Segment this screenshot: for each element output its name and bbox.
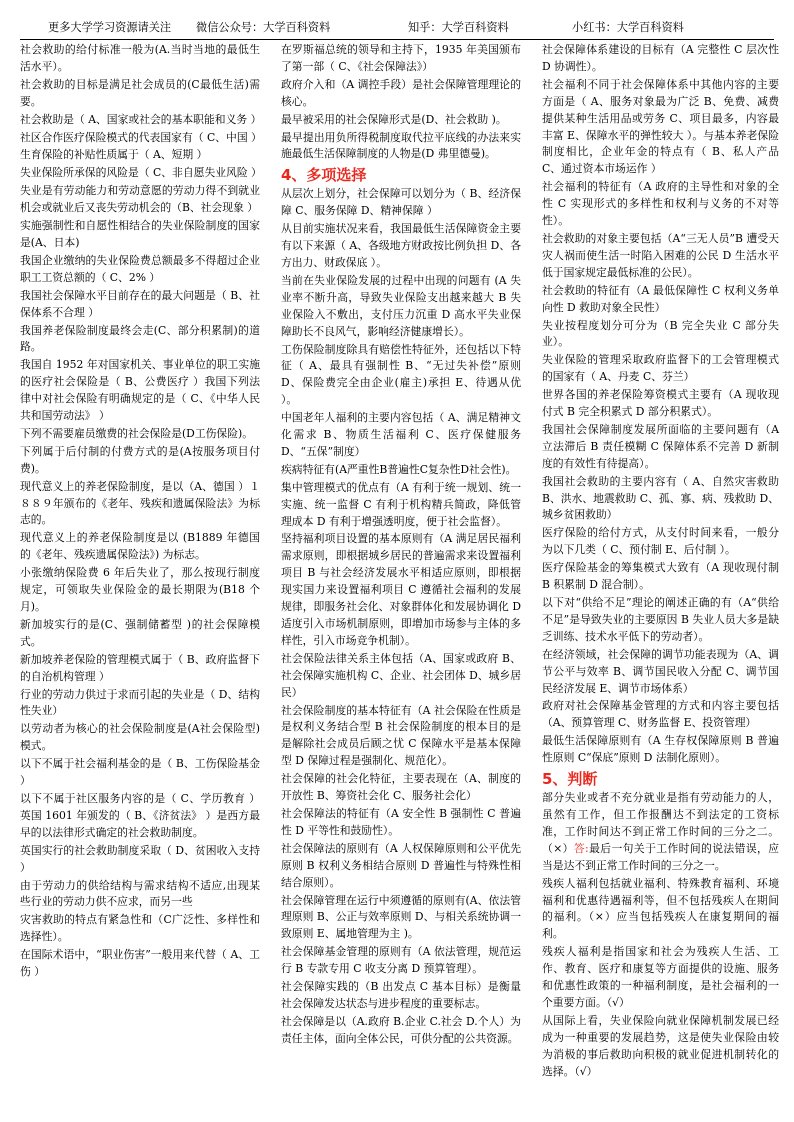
question-item: 从目前实施状况来看，我国最低生活保障资金主要有以下来源（ A、各级地方财政按比例负担 D、各方出力、财政保底 ）。 xyxy=(281,222,521,269)
header-xiaohongshu: 小红书：大学百科资料 xyxy=(572,21,684,34)
question-item: 社会保障法的特征有（A 安全性 B 强制性 C 普遍性 D 平等性和鼓励性）。 xyxy=(281,806,521,837)
judgment-item xyxy=(542,790,779,875)
question-item: 下列不需要雇员缴费的社会保险是(D工伤保险)。 xyxy=(20,426,254,440)
judgment-text: 部分失业或者不充分就业是指有劳动能力的人，虽然有工作，但工作报酬达不到法定的工资标准，工作时间达不到正常工作时间的三分之二。（×） xyxy=(542,791,779,855)
question-item: 以劳动者为核心的社会保险制度是(A社会保险型)模式。 xyxy=(20,722,260,753)
question-item: 由于劳动力的供给结构与需求结构不适应,出现某些行业的劳动力供不应求，而另一些 xyxy=(20,878,260,909)
question-item: 失业是有劳动能力和劳动意愿的劳动力得不到就业机会或就业后又丧失劳动机会的（B、社会现象 ） xyxy=(20,184,260,215)
question-item: 当前在失业保险发展的过程中出现的问题有 (A 失业率不断升高，导致失业保险支出越来越大 B 失业保险入不敷出，支付压力沉重 D 高水平失业保障助长不良风气，影响经济健康增长）。 xyxy=(281,273,521,338)
section-title-true-false: 5、判断 xyxy=(542,770,598,789)
question-item: 最低生活保障原则有（A 生存权保障原则 B 普遍性原则 C“保底”原则 D 法制化原则）。 xyxy=(542,734,779,765)
question-item: 小张缴纳保险费 6 年后失业了，那么按现行制度规定，可领取失业保险金的最长期限为(B18 个月)。 xyxy=(20,566,260,613)
question-item: 社会保障实践的（B 出发点 C 基本目标）是衡量社会保障发达状态与进步程度的重要标志。 xyxy=(281,980,521,1010)
question-item: 以下对“供给不足”理论的阐述正确的有（A“供给不足”是导致失业的主要原因 B 失业人员大多是缺乏训练、技术水平低下的劳动者）。 xyxy=(542,596,779,643)
question-item: 社会救助的对象主要包括（A“三无人员”B 遭受天灾人祸而使生活一时陷入困难的公民 D 生活水平低于国家规定最低标准的公民）。 xyxy=(542,231,779,279)
question-item: 社会保障管理在运行中须遵循的原则有(A、依法管理原则 B、公正与效率原则 D、与相关系统协调一致原则 E、属地管理为主 )。 xyxy=(281,893,521,941)
question-item: 实施强制性和自愿性相结合的失业保险制度的国家是(A、日本) xyxy=(20,219,260,249)
question-item: 社会福利的特征有（A 政府的主导性和对象的全性 C 实现形式的多样性和权利与义务的不对等性）。 xyxy=(542,180,779,228)
question-item: 我国企业缴纳的失业保险费总额最多不得超过企业职工工资总额的（ C、2% ） xyxy=(20,253,260,284)
question-item: 社区合作医疗保险模式的代表国家有（ C、中国 ） xyxy=(20,130,262,144)
question-item: 社会保险制度的基本特征有（A 社会保险在性质是是权利义务结合型 B 社会保险制度的根本目的是是解除社会成员后顾之忧 C 保障水平是基本保障型 D 保障过程是强制化、规范化）。 xyxy=(281,703,521,768)
header-zhihu: 知乎：大学百科资料 xyxy=(408,21,509,34)
question-item: 失业按程度划分可分为（B 完全失业 C 部分失业）。 xyxy=(542,318,779,349)
question-item: 社会救助的特征有（A 最低保障性 C 权利义务单向性 D 救助对象全民性） xyxy=(542,283,779,314)
question-item: 现代意义上的养老保险制度是以 (B1889 年德国的《老年、残疾遗属保险法》) 为标志。 xyxy=(20,531,260,562)
judgment-item: 残疾人福利是指国家和社会为残疾人生活、工作、教育、医疗和康复等方面提供的设施、服务和优惠性政策的一种福利制度，是社会福利的一个重要方面。（√） xyxy=(542,945,779,1009)
question-item: 以下不属于社区服务内容的是（ C、学历教育 ）英国 1601 年颁发的（ B、《济贫法》 ）是西方最早的以法律形式确定的社会救助制度。 xyxy=(20,791,260,839)
header-promo: 更多大学学习资源请关注 xyxy=(48,21,172,34)
question-item: 在罗斯福总统的领导和主持下，1935 年美国颁布了第一部（ C、《社会保障法》） xyxy=(281,43,521,73)
question-item: 我国社会保障制度发展所面临的主要问题有（A 立法滞后 B 责任模糊 C 保障体系不完善 D 新制度的有效性有待提高）。 xyxy=(542,422,779,470)
question-item: 医疗保险基金的筹集模式大致有（A 现收现付制 B 积累制 D 混合制）。 xyxy=(542,561,779,592)
page-header xyxy=(0,18,794,38)
question-item: 中国老年人福利的主要内容包括（ A、满足精神文化需求 B、物质生活福利 C、医疗保健服务 D、“五保”制度） xyxy=(281,411,521,458)
question-item: 社会福利不同于社会保障体系中其他内容的主要方面是（ A、服务对象最为广泛 B、免费、减费提供某种生活用品或劳务 C、项目最多，内容最丰富 E、保障水平的弹性较大 ）。与基本养老保险制度相比，企业年金的特点有（ B、私人产品 C、通过资本市场运作 ） xyxy=(542,77,779,176)
answer-note-text: 最后一句关于工作时间的说法错误，应当是达不到正常工作时间的三分之一。 xyxy=(542,841,780,872)
question-item: 世界各国的养老保险筹资模式主要有（A 现收现付式 B 完全积累式 D 部分积累式）。 xyxy=(542,388,779,419)
question-item: 英国实行的社会救助制度采取（ D、贫困收入支持 ） xyxy=(20,843,260,874)
question-item: 最早提出用负所得税制度取代拉平底线的办法来实施最低生活保障制度的人物是(D 弗里德曼)。 xyxy=(281,130,521,161)
question-item: 灾害救助的特点有紧急性和（C广泛性、多样性和选择性）。 xyxy=(20,913,260,944)
question-item: 政府介入和（A 调控手段）是社会保障管理理论的核心。 xyxy=(281,77,521,108)
question-item: 下列属于后付制的付费方式的是(A按服务项目付费)。 xyxy=(20,444,260,475)
question-item: 社会保障基金管理的原则有（A 依法管理，规范运行 B 专款专用 C 收支分离 D 预算管理）。 xyxy=(281,945,521,976)
question-item: 现代意义上的养老保险制度，是以（A、德国 ）１８８９年颁布的《老年、残疾和遗属保险法》为标志的。 xyxy=(20,479,260,527)
question-item: 社会保障法的原则有（A 人权保障原则和公平优先原则 B 权利义务相结合原则 D 普遍性与特殊性相结合原则）。 xyxy=(281,841,521,889)
question-item: 我国自 1952 年对国家机关、事业单位的职工实施的医疗社会保险是（ B、公费医疗 ）我国下列法律中对社会保险有明确规定的是（ C、《中华人民共和国劳动法》 ） xyxy=(20,358,260,423)
column-1 xyxy=(20,42,260,982)
column-2 xyxy=(281,42,521,1049)
question-item: 社会保险法律关系主体包括（A、国家或政府 B、社会保障实施机构 C、企业、社会团体 D、城乡居民） xyxy=(281,651,521,699)
question-item: 新加坡实行的是(C、强制储蓄型 )的社会保障模式。 xyxy=(20,617,260,648)
column-3 xyxy=(542,42,779,1081)
question-item: 行业的劳动力供过于求而引起的失业是（ D、结构性失业） xyxy=(20,687,260,718)
question-item: 社会保障的社会化特征，主要表现在（A、制度的开放性 B、筹资社会化 C、服务社会化） xyxy=(281,772,521,803)
question-item: 疾病特征有(A严重性B普遍性C复杂性D社会性)。 xyxy=(281,462,517,476)
question-item: 集中管理模式的优点有（A 有利于统一规划、统一实施、统一监督 C 有利于机构精兵简政，降低管理成本 D 有利于增强透明度，便于社会监督）。 xyxy=(281,480,521,528)
question-item: 失业保险所承保的风险是（ C、非自愿失业风险 ） xyxy=(20,166,262,180)
question-item: 从层次上划分，社会保障可以划分为（ B、经济保障 C、服务保障 D、精神保障 ） xyxy=(281,187,521,218)
question-item: 我国社会救助的主要内容有（ A、自然灾害救助 B、洪水、地震救助 C、孤、寡、病、残救助 D、城乡贫困救助） xyxy=(542,474,779,522)
question-item: 以下不属于社会福利基金的是（ B、工伤保险基金 ） xyxy=(20,757,260,788)
judgment-item: 残疾人福利包括就业福利、特殊教育福利、环境福利和优惠待遇福利等，但不包括残疾人在期间的福利。（×）应当包括残疾人在康复期间的福利。 xyxy=(542,876,779,941)
question-item: 坚持福利项目设置的基本原则有（A 满足居民福利需求原则，即根据城乡居民的普遍需求来设置福利项目 B 与社会经济发展水平相适应原则，即根据现实国力来设置福利项目 C 遵循社会福利的发展规律，即服务社会化、对象群体化和发展协调化 D 适度引入市场机制原则，即增加市场参与主体的多样性，引入市场竞争机制）。 xyxy=(281,532,521,647)
header-wechat: 微信公众号：大学百科资料 xyxy=(196,21,331,34)
question-item: 医疗保险的给付方式，从支付时间来看，一般分为以下几类（ C、预付制 E、后付制 ）。 xyxy=(542,526,779,557)
question-item: 社会保障是以（A.政府 B.企业 C.社会 D.个人）为责任主体，面向全体公民，可供分配的公共资源。 xyxy=(281,1014,521,1045)
question-item: 生育保险的补贴性质属于（ A、短期 ） xyxy=(20,148,208,162)
question-item: 在国际术语中，“职业伤害”一般用来代替（ A、工伤 ） xyxy=(20,948,260,979)
question-item: 工伤保险制度除具有赔偿性特征外，还包括以下特征（ A、最具有强制性 B、“无过失补偿”原则 D、保险费完全由企业(雇主)承担 E、待遇从优 ）。 xyxy=(281,342,521,407)
answer-note-label: 答: xyxy=(573,841,589,855)
question-item: 最早被采用的社会保障形式是(D、社会救助 )。 xyxy=(281,112,507,126)
section-title-multiple-choice: 4、多项选择 xyxy=(281,166,367,185)
question-item: 社会救助是（ A、国家或社会的基本职能和义务 ） xyxy=(20,112,262,126)
question-item: 社会救助的目标是满足社会成员的(C最低生活)需要。 xyxy=(20,77,260,108)
question-item: 失业保险的管理采取政府监督下的工会管理模式的国家有（ A、丹麦 C、芬兰） xyxy=(542,353,779,384)
question-item: 我国养老保险制度最终会走(C、部分积累制)的道路。 xyxy=(20,323,260,354)
header-rule xyxy=(20,39,774,40)
question-item: 社会救助的给付标准一般为(A.当时当地的最低生活水平）。 xyxy=(20,43,260,73)
question-item: 社会保障体系建设的目标有（A 完整性 C 层次性 D 协调性）。 xyxy=(542,43,779,73)
question-item: 在经济领域，社会保障的调节功能表现为（A、调节公平与效率 B、调节国民收入分配 C、调节国民经济发展 E、调节市场体系） xyxy=(542,647,779,695)
question-item: 政府对社会保障基金管理的方式和内容主要包括（A、预算管理 C、财务监督 E、投资管理） xyxy=(542,699,779,730)
question-item: 新加坡养老保险的管理模式属于（ B、政府监督下的自治机构管理 ） xyxy=(20,652,260,683)
judgment-item: 从国际上看，失业保险向就业保障机制发展已经成为一种重要的发展趋势，这是使失业保险由较为消极的事后救助向积极的就业促进机制转化的选择。（√） xyxy=(542,1013,779,1078)
question-item: 我国社会保障水平目前存在的最大问题是（ B、社保体系不合理 ） xyxy=(20,288,260,319)
